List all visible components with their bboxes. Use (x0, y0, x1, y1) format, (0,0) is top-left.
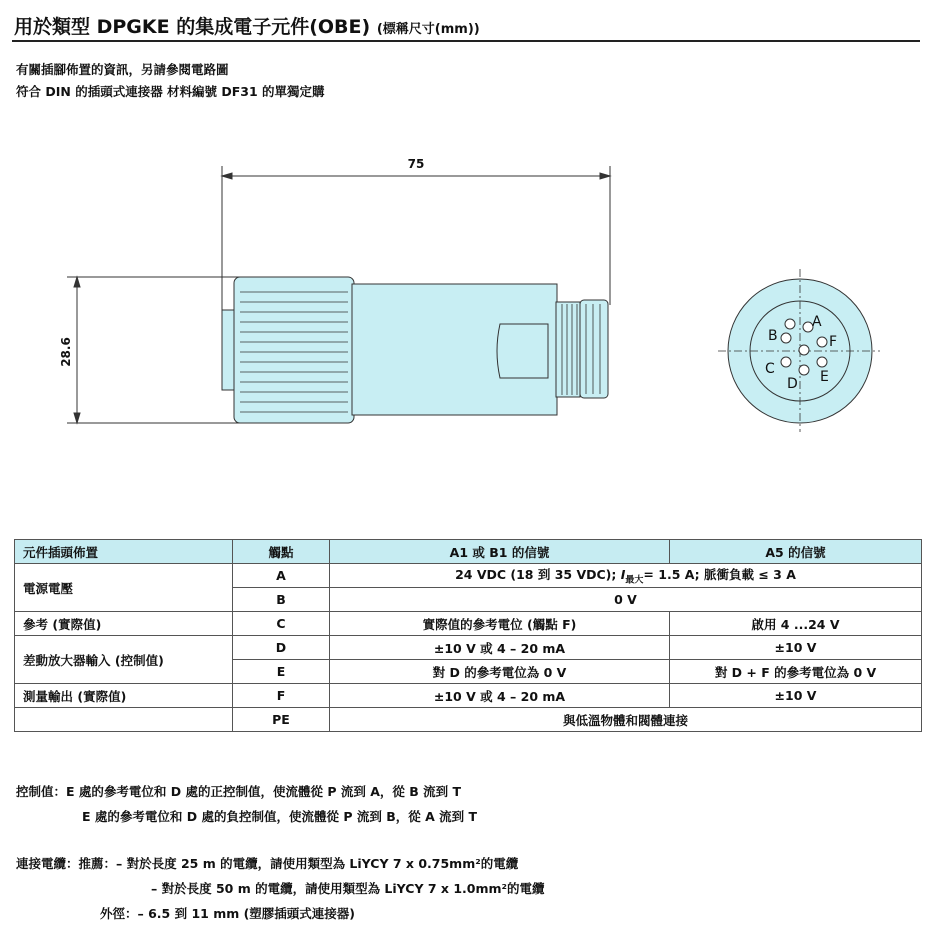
row-label-measurement: 測量輸出 (實際值) (15, 684, 233, 708)
table-row (15, 708, 922, 732)
intro-line-2: 符合 DIN 的插頭式連接器 材料編號 DF31 的單獨定購 (16, 84, 325, 99)
signal-b: 0 V (330, 588, 922, 612)
row-label-reference: 參考 (實際值) (15, 612, 233, 636)
note-control-1: 控制值：E 處的參考電位和 D 處的正控制值，使流體從 P 流到 A，從 B 流到 T (16, 784, 461, 799)
contact-f: F (233, 684, 330, 708)
note-cable-3: 外徑：– 6.5 到 11 mm (塑膠插頭式連接器) (100, 906, 356, 921)
pin-c (781, 357, 791, 367)
note-cable-2: – 對於長度 50 m 的電纜，請使用類型為 LiYCY 7 x 1.0mm²的電纜 (151, 881, 545, 896)
signal-a-pre: 24 VDC (18 到 35 VDC); (455, 567, 621, 583)
page-title (14, 12, 480, 39)
row-label-supply: 電源電壓 (15, 564, 233, 612)
contact-e: E (233, 660, 330, 684)
connector-front-view (718, 269, 880, 432)
connector-cable-window (497, 324, 548, 378)
pin-center (799, 345, 809, 355)
signal-c-a1: 實際值的參考電位 (觸點 F) (330, 612, 670, 636)
pin-d (799, 365, 809, 375)
dim-75-arrow-right (600, 173, 610, 179)
signal-e-a5: 對 D + F 的參考電位為 0 V (670, 660, 922, 684)
contact-pe: PE (233, 708, 330, 732)
dim-75-arrow-left (222, 173, 232, 179)
pin-b (781, 333, 791, 343)
pin-f (817, 337, 827, 347)
pin-label-f: F (829, 334, 838, 350)
note-cable-1: 連接電纜：推薦：– 對於長度 25 m 的電纜，請使用類型為 LiYCY 7 x 0.75mm²的電纜 (16, 856, 519, 871)
row-label-pe (15, 708, 233, 732)
signal-pe: 與低溫物體和閥體連接 (330, 708, 922, 732)
pin-label-a: A (812, 314, 822, 330)
contact-c: C (233, 612, 330, 636)
table-row (15, 612, 922, 636)
connector-thread (556, 302, 580, 397)
table-row (15, 564, 922, 588)
signal-table (14, 539, 922, 732)
pin-label-c: C (765, 361, 775, 377)
signal-f-a1: ±10 V 或 4 – 20 mA (330, 684, 670, 708)
dim-286-arrow-top (74, 277, 80, 287)
row-label-diff-amp: 差動放大器輸入 (控制值) (15, 636, 233, 684)
dim-75-label: 75 (407, 157, 425, 171)
signal-d-a5: ±10 V (670, 636, 922, 660)
title-main: 用於類型 DPGKE 的集成電子元件(OBE) (14, 16, 371, 38)
contact-d: D (233, 636, 330, 660)
pin-pe (785, 319, 795, 329)
dim-286-label: 28.6 (59, 337, 73, 367)
pin-label-b: B (768, 328, 778, 344)
connector-knurled-nut (234, 277, 354, 423)
header-a5: A5 的信號 (670, 540, 922, 564)
pin-e (817, 357, 827, 367)
connector-front-nut (580, 300, 608, 398)
pin-label-e: E (820, 369, 829, 385)
dim-286-arrow-bottom (74, 413, 80, 423)
intro-line-1: 有關插腳佈置的資訊，另請參閱電路圖 (16, 62, 229, 77)
table-row (15, 636, 922, 660)
title-divider (12, 40, 920, 42)
pin-label-d: D (787, 376, 798, 392)
signal-d-a1: ±10 V 或 4 – 20 mA (330, 636, 670, 660)
imax-symbol: $I_{最大}$ (620, 567, 644, 586)
header-a1-b1: A1 或 B1 的信號 (330, 540, 670, 564)
contact-b: B (233, 588, 330, 612)
signal-a (330, 564, 922, 588)
title-sub: (標稱尺寸(mm)) (376, 22, 480, 37)
contact-a: A (233, 564, 330, 588)
signal-f-a5: ±10 V (670, 684, 922, 708)
table-header-row (15, 540, 922, 564)
signal-e-a1: 對 D 的參考電位為 0 V (330, 660, 670, 684)
table-row (15, 684, 922, 708)
header-layout: 元件插頭佈置 (15, 540, 233, 564)
header-contact: 觸點 (233, 540, 330, 564)
connector-drawing (0, 140, 938, 440)
note-control-2: E 處的參考電位和 D 處的負控制值，使流體從 P 流到 B，從 A 流到 T (82, 809, 477, 824)
signal-c-a5: 啟用 4 ...24 V (670, 612, 922, 636)
signal-a-post: = 1.5 A; 脈衝負載 ≤ 3 A (643, 567, 796, 583)
